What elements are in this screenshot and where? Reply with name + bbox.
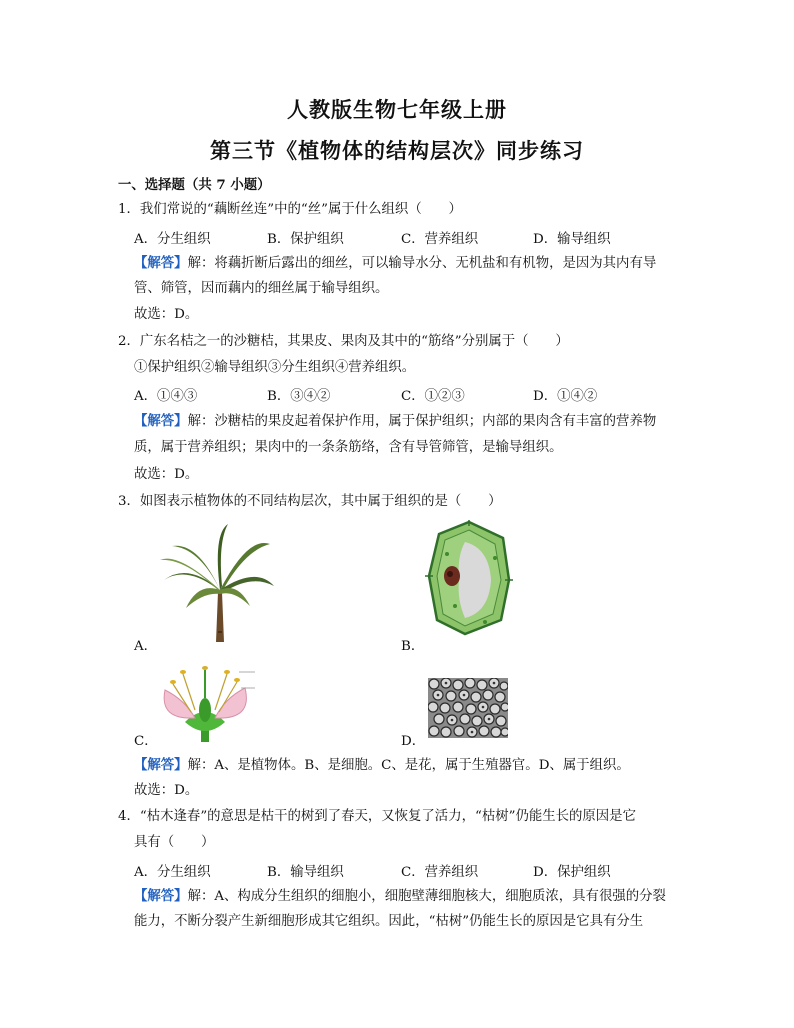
- q4-option-b: B．输导组织: [267, 865, 344, 880]
- q1-option-b: B．保护组织: [267, 232, 344, 247]
- q1-option-d: D．输导组织: [533, 232, 611, 247]
- q4-answer-text: 解：A、构成分生组织的细胞小，细胞壁薄细胞核大，细胞质浓，具有很强的分裂: [187, 889, 666, 904]
- q3-label-c: C．: [134, 734, 158, 749]
- q1-stem: 1．我们常说的“藕断丝连”中的“丝”属于什么组织（ ）: [118, 202, 462, 217]
- q2-option-a: A．①④③: [134, 389, 198, 404]
- q2-option-b: B．③④②: [267, 389, 331, 404]
- q3-choice: 故选：D。: [134, 783, 199, 798]
- option-d-tissue-image: [428, 678, 508, 738]
- q4-option-d: D．保护组织: [533, 865, 611, 880]
- q3-answer-line1: [134, 756, 630, 775]
- q2-answer-text: 解：沙糖桔的果皮起着保护作用，属于保护组织；内部的果肉含有丰富的营养物: [187, 414, 657, 429]
- q4-stem-line1: 4．“枯木逢春”的意思是枯干的树到了春天，又恢复了活力，“枯树”仍能生长的原因是它: [118, 809, 636, 824]
- q3-stem: 3．如图表示植物体的不同结构层次，其中属于组织的是（ ）: [118, 494, 502, 509]
- q4-answer-line1: [134, 887, 666, 906]
- q4-stem-line2: 具有（ ）: [134, 835, 215, 850]
- q2-list: ①保护组织②输导组织③分生组织④营养组织。: [134, 360, 416, 375]
- q2-answer-line1: [134, 412, 656, 431]
- q1-answer-text: 解：将藕折断后露出的细丝，可以输导水分、无机盐和有机物，是因为其内有导: [187, 256, 657, 271]
- document-subtitle: 第三节《植物体的结构层次》同步练习: [210, 138, 584, 163]
- q2-choice: 故选：D。: [134, 467, 199, 482]
- q2-option-c: C．①②③: [401, 389, 465, 404]
- q4-option-a: A．分生组织: [134, 865, 211, 880]
- q2-stem: 2．广东名桔之一的沙糖桔，其果皮、果肉及其中的“筋络”分别属于（ ）: [118, 334, 569, 349]
- answer-tag: 【解答】: [134, 413, 188, 429]
- q4-answer-line2: 能力，不断分裂产生新细胞形成其它组织。因此，“枯树”仍能生长的原因是它具有分生: [134, 914, 644, 929]
- q3-label-a: A．: [134, 639, 158, 654]
- q3-label-b: B．: [401, 639, 425, 654]
- document-title: 人教版生物七年级上册: [287, 97, 507, 122]
- q1-option-c: C．营养组织: [401, 232, 479, 247]
- q1-answer-line2: 管、筛管，因而藕内的细丝属于输导组织。: [134, 281, 389, 296]
- option-b-cell-image: [425, 520, 513, 636]
- q1-answer-line1: [134, 254, 656, 273]
- q3-answer-text: 解：A、是植物体。B、是细胞。C、是花，属于生殖器官。D、属于组织。: [187, 758, 630, 773]
- answer-tag: 【解答】: [134, 888, 188, 904]
- q1-choice: 故选：D。: [134, 307, 199, 322]
- q3-label-d: D．: [401, 734, 426, 749]
- answer-tag: 【解答】: [134, 757, 188, 773]
- option-c-flower-image: [155, 660, 255, 742]
- answer-tag: 【解答】: [134, 255, 188, 271]
- q2-answer-line2: 质，属于营养组织；果肉中的一条条筋络，含有导管筛管，是输导组织。: [134, 440, 563, 455]
- q2-option-d: D．①④②: [533, 389, 598, 404]
- option-a-tree-image: [158, 522, 276, 644]
- section-heading: 一、选择题（共 7 小题）: [118, 177, 271, 193]
- q1-option-a: A．分生组织: [134, 232, 211, 247]
- q4-option-c: C．营养组织: [401, 865, 479, 880]
